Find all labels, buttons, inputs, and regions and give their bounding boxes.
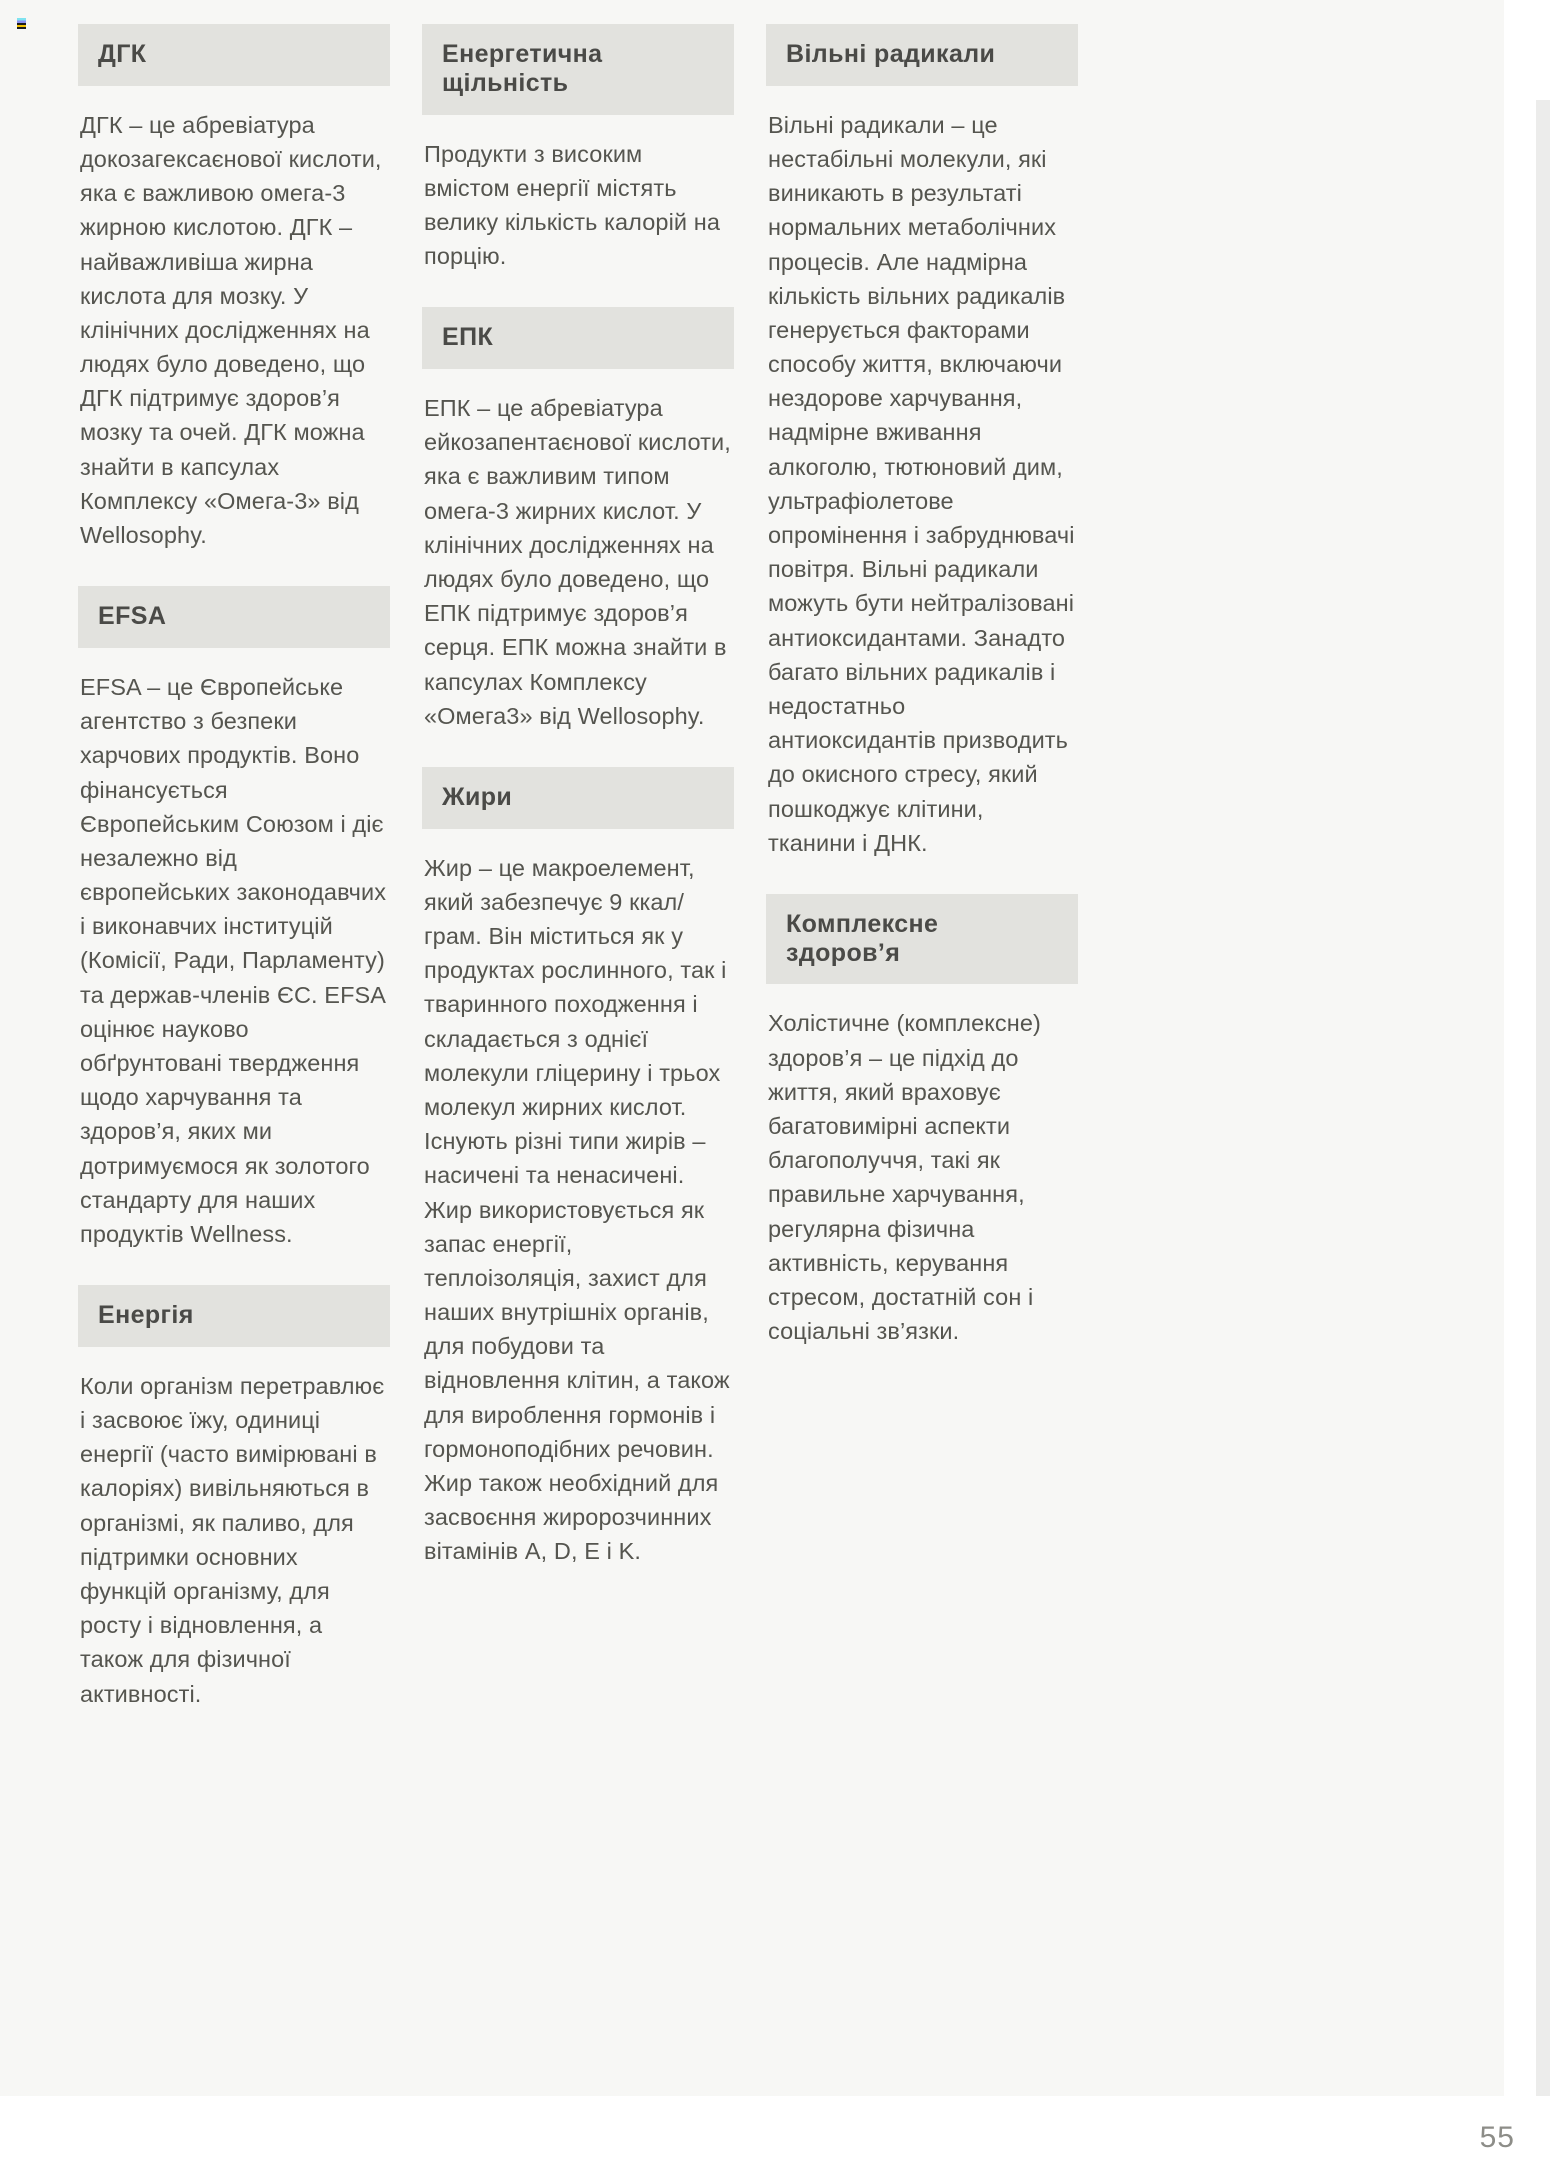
glossary-column-1 xyxy=(78,24,390,1745)
term-definition-free-radicals: Вільні радикали – це нестабільні молекули, які виникають в результаті нормальних метаболічних процесів. Але надмірна кількість вільних радикалів генерується факторами способу життя, включаючи нездорове харчування, надмірне вживання алкоголю, тютюновий дим, ультрафіолетове опромінення і забруднювачі повітря. Вільні радикали можуть бути нейтралізовані антиоксидантами. Занадто багато вільних радикалів і недостатньо антиоксидантів призводить до окисного стресу, який пошкоджує клітини, тканини і ДНК. xyxy=(768,111,1075,856)
term-entry-free-radicals xyxy=(766,24,1078,860)
term-entry-epk xyxy=(422,307,734,733)
term-definition-dhk: ДГК – це абревіатура докозагексаєнової кислоти, яка є важливою омега-3 жирною кислотою. ДГК – найважливіша жирна кислота для мозку. У клінічних дослідженнях на людях було доведено, що ДГК підтримує здоров’я мозку та очей. ДГК можна знайти в капсулах Комплексу «Омега-3» від Wellosophy. xyxy=(80,111,382,548)
term-header-epk: ЕПК xyxy=(422,307,734,369)
term-header-holistic-health: Комплексне здоров’я xyxy=(766,894,1078,985)
term-definition-energy: Коли організм перетравлює і засвоює їжу, одиниці енергії (часто вимірювані в калоріях) вивільняються в організмі, як паливо, для підтримки основних функцій організму, для росту і відновлення, а також для фізичної активності. xyxy=(80,1372,385,1707)
term-definition-fats: Жир – це макроелемент, який забезпечує 9 ккал/грам. Він міститься як у продуктах рослинного, так і тваринного походження і складається з однієї молекули гліцерину і трьох молекул жирних кислот. Існують різні типи жирів – насичені та ненасичені. Жир використовується як запас енергії, теплоізоляція, захист для наших внутрішніх органів, для побудови та відновлення клітин, а також для вироблення гормонів і гормоноподібних речовин. Жир також необхідний для засвоєння жиророзчинних вітамінів A, D, E і K. xyxy=(424,854,730,1565)
glossary-columns xyxy=(78,24,1078,1745)
page-number: 55 xyxy=(1479,2121,1515,2154)
page-edge-strip xyxy=(1536,100,1550,2096)
term-entry-dhk xyxy=(78,24,390,552)
term-header-energy-density: Енергетична щільність xyxy=(422,24,734,115)
glossary-column-2 xyxy=(422,24,734,1603)
term-header-fats: Жири xyxy=(422,767,734,829)
term-header-free-radicals: Вільні радикали xyxy=(766,24,1078,86)
term-header-energy: Енергія xyxy=(78,1285,390,1347)
term-header-efsa: EFSA xyxy=(78,586,390,648)
term-entry-holistic-health xyxy=(766,894,1078,1348)
term-entry-fats xyxy=(422,767,734,1569)
term-definition-energy-density: Продукти з високим вмістом енергії містять велику кількість калорій на порцію. xyxy=(424,140,721,270)
term-entry-efsa xyxy=(78,586,390,1251)
term-entry-energy-density xyxy=(422,24,734,273)
glossary-column-3 xyxy=(766,24,1078,1382)
term-definition-efsa: EFSA – це Європейське агентство з безпеки харчових продуктів. Воно фінансується Європейським Союзом і діє незалежно від європейських законодавчих і виконавчих інституцій (Комісії, Ради, Парламенту) та держав-членів ЄС. EFSA оцінює науково обґрунтовані твердження щодо харчування та здоров’я, яких ми дотримуємося як золотого стандарту для наших продуктів Wellness. xyxy=(80,673,387,1247)
term-entry-energy xyxy=(78,1285,390,1711)
term-definition-epk: ЕПК – це абревіатура ейкозапентаєнової кислоти, яка є важливим типом омега-3 жирних кислот. У клінічних дослідженнях на людях було доведено, що ЕПК підтримує здоров’я серця. ЕПК можна знайти в капсулах Комплексу «Омега3» від Wellosophy. xyxy=(424,395,731,729)
color-registration-mark-icon xyxy=(17,18,26,29)
term-header-dhk: ДГК xyxy=(78,24,390,86)
term-definition-holistic-health: Холістичне (комплексне) здоров’я – це підхід до життя, який враховує багатовимірні аспекти благополуччя, такі як правильне харчування, регулярна фізична активність, керування стресом, достатній сон і соціальні зв’язки. xyxy=(768,1010,1041,1345)
